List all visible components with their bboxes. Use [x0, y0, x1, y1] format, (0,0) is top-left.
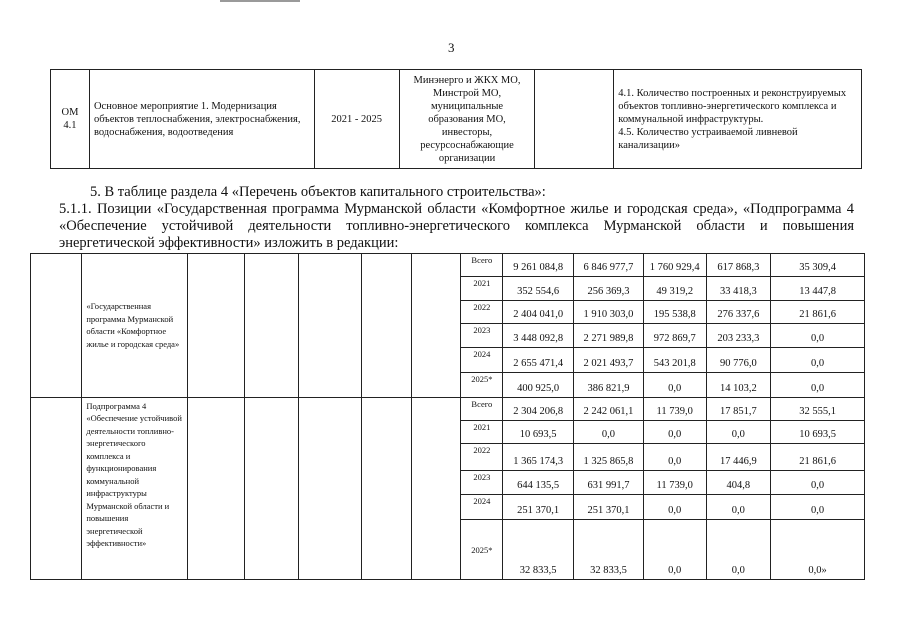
empty-cell	[299, 254, 362, 398]
year-cell: Всего	[461, 254, 503, 277]
empty-cell	[411, 254, 461, 398]
value-cell: 2 655 471,4	[503, 348, 574, 373]
value-cell: 386 821,9	[574, 373, 644, 397]
year-cell: 2021	[461, 421, 503, 444]
value-cell: 2 021 493,7	[574, 348, 644, 373]
value-cell: 9 261 084,8	[503, 254, 574, 277]
value-cell: 33 418,3	[706, 277, 771, 300]
value-cell: 972 869,7	[643, 323, 706, 347]
empty-cell	[411, 397, 461, 579]
scan-artifact	[220, 0, 300, 2]
measure-indicators-text: 4.1. Количество построенных и реконструируемых объектов топливно-энергетического комплекса и коммунальной инфраструктуры. 4.5. Количество устраиваемой ливневой канализации»	[618, 87, 847, 151]
empty-cell	[188, 397, 245, 579]
year-cell: 2022	[461, 300, 503, 323]
value-cell: 3 448 092,8	[503, 323, 574, 347]
measure-indicators	[614, 70, 862, 169]
empty-cell	[299, 397, 362, 579]
value-cell: 10 693,5	[503, 421, 574, 444]
value-cell: 0,0	[771, 470, 865, 494]
measure-name: Основное мероприятие 1. Модернизация объектов теплоснабжения, электроснабжения, водоснабжения, водоотведения	[89, 70, 314, 169]
value-cell: 1 365 174,3	[503, 444, 574, 470]
value-cell: 0,0	[643, 520, 706, 580]
value-cell: 21 861,6	[771, 300, 865, 323]
value-cell: 0,0	[643, 373, 706, 397]
year-cell: 2025*	[461, 373, 503, 397]
year-cell: 2025*	[461, 520, 503, 580]
empty-cell	[245, 254, 299, 398]
value-cell: 1 325 865,8	[574, 444, 644, 470]
value-cell: 49 319,2	[643, 277, 706, 300]
value-cell: 256 369,3	[574, 277, 644, 300]
year-cell: 2024	[461, 348, 503, 373]
year-cell: 2021	[461, 277, 503, 300]
value-cell: 0,0	[706, 421, 771, 444]
value-cell: 32 555,1	[771, 397, 865, 420]
value-cell: 13 447,8	[771, 277, 865, 300]
year-cell: 2023	[461, 470, 503, 494]
value-cell: 17 851,7	[706, 397, 771, 420]
measure-period: 2021 - 2025	[314, 70, 399, 169]
value-cell: 543 201,8	[643, 348, 706, 373]
program-name: «Государственная программа Мурманской области «Комфортное жилье и городская среда»	[82, 254, 188, 398]
paragraph-5-1-1: 5.1.1. Позиции «Государственная программа Мурманской области «Комфортное жилье и городская среда», «Подпрограмма 4 «Обеспечение устойчивой деятельности топливно-энергетического комплекса Мурманской области и повышения энергетической эффективности» изложить в редакции:	[59, 201, 854, 251]
value-cell: 0,0	[643, 421, 706, 444]
empty-cell	[362, 397, 412, 579]
value-cell: 2 242 061,1	[574, 397, 644, 420]
value-cell: 90 776,0	[706, 348, 771, 373]
capital-objects-table	[30, 253, 865, 580]
value-cell: 617 868,3	[706, 254, 771, 277]
program-row	[31, 254, 865, 277]
measure-code	[51, 70, 90, 169]
empty-cell	[245, 397, 299, 579]
empty-cell	[188, 254, 245, 398]
value-cell: 0,0	[771, 323, 865, 347]
value-cell: 276 337,6	[706, 300, 771, 323]
value-cell: 0,0	[574, 421, 644, 444]
value-cell: 352 554,6	[503, 277, 574, 300]
value-cell: 0,0	[771, 494, 865, 519]
value-cell: 251 370,1	[574, 494, 644, 519]
value-cell: 2 271 989,8	[574, 323, 644, 347]
year-cell: 2022	[461, 444, 503, 470]
value-cell: 1 910 303,0	[574, 300, 644, 323]
value-cell: 32 833,5	[574, 520, 644, 580]
value-cell: 400 925,0	[503, 373, 574, 397]
value-cell: 0,0	[771, 373, 865, 397]
value-cell: 404,8	[706, 470, 771, 494]
empty-cell	[362, 254, 412, 398]
value-cell: 32 833,5	[503, 520, 574, 580]
value-cell: 203 233,3	[706, 323, 771, 347]
value-cell: 0,0	[771, 348, 865, 373]
subprogram-row	[31, 397, 865, 420]
table-row	[51, 70, 862, 169]
value-cell: 14 103,2	[706, 373, 771, 397]
measures-table	[50, 69, 862, 169]
value-cell: 11 739,0	[643, 470, 706, 494]
value-cell: 0,0	[706, 520, 771, 580]
value-cell: 2 404 041,0	[503, 300, 574, 323]
subprogram-name: Подпрограмма 4 «Обеспечение устойчивой деятельности топливно-энергетического комплекса и функционирования коммунальной инфраструктуры Мурманской области и повышения энергетической эффективности»	[82, 397, 188, 579]
value-cell: 631 991,7	[574, 470, 644, 494]
value-cell: 195 538,8	[643, 300, 706, 323]
paragraph-section-5: 5. В таблице раздела 4 «Перечень объектов капитального строительства»:	[90, 184, 546, 200]
value-cell: 35 309,4	[771, 254, 865, 277]
year-cell: Всего	[461, 397, 503, 420]
value-cell: 644 135,5	[503, 470, 574, 494]
year-cell: 2024	[461, 494, 503, 519]
year-cell: 2023	[461, 323, 503, 347]
value-cell: 17 446,9	[706, 444, 771, 470]
value-cell: 0,0	[643, 444, 706, 470]
value-cell: 6 846 977,7	[574, 254, 644, 277]
value-cell: 0,0	[643, 494, 706, 519]
value-cell: 11 739,0	[643, 397, 706, 420]
empty-cell	[535, 70, 614, 169]
value-cell: 10 693,5	[771, 421, 865, 444]
value-cell: 0,0	[706, 494, 771, 519]
value-cell: 1 760 929,4	[643, 254, 706, 277]
empty-cell	[31, 254, 82, 398]
measure-code-text: ОМ 4.1	[61, 107, 79, 131]
value-cell: 0,0»	[771, 520, 865, 580]
page-number: 3	[448, 40, 455, 55]
value-cell: 2 304 206,8	[503, 397, 574, 420]
value-cell: 21 861,6	[771, 444, 865, 470]
empty-cell	[31, 397, 82, 579]
value-cell: 251 370,1	[503, 494, 574, 519]
measure-executors: Минэнерго и ЖКХ МО, Минстрой МО, муниципальные образования МО, инвесторы, ресурсоснабжающие организации	[399, 70, 535, 169]
